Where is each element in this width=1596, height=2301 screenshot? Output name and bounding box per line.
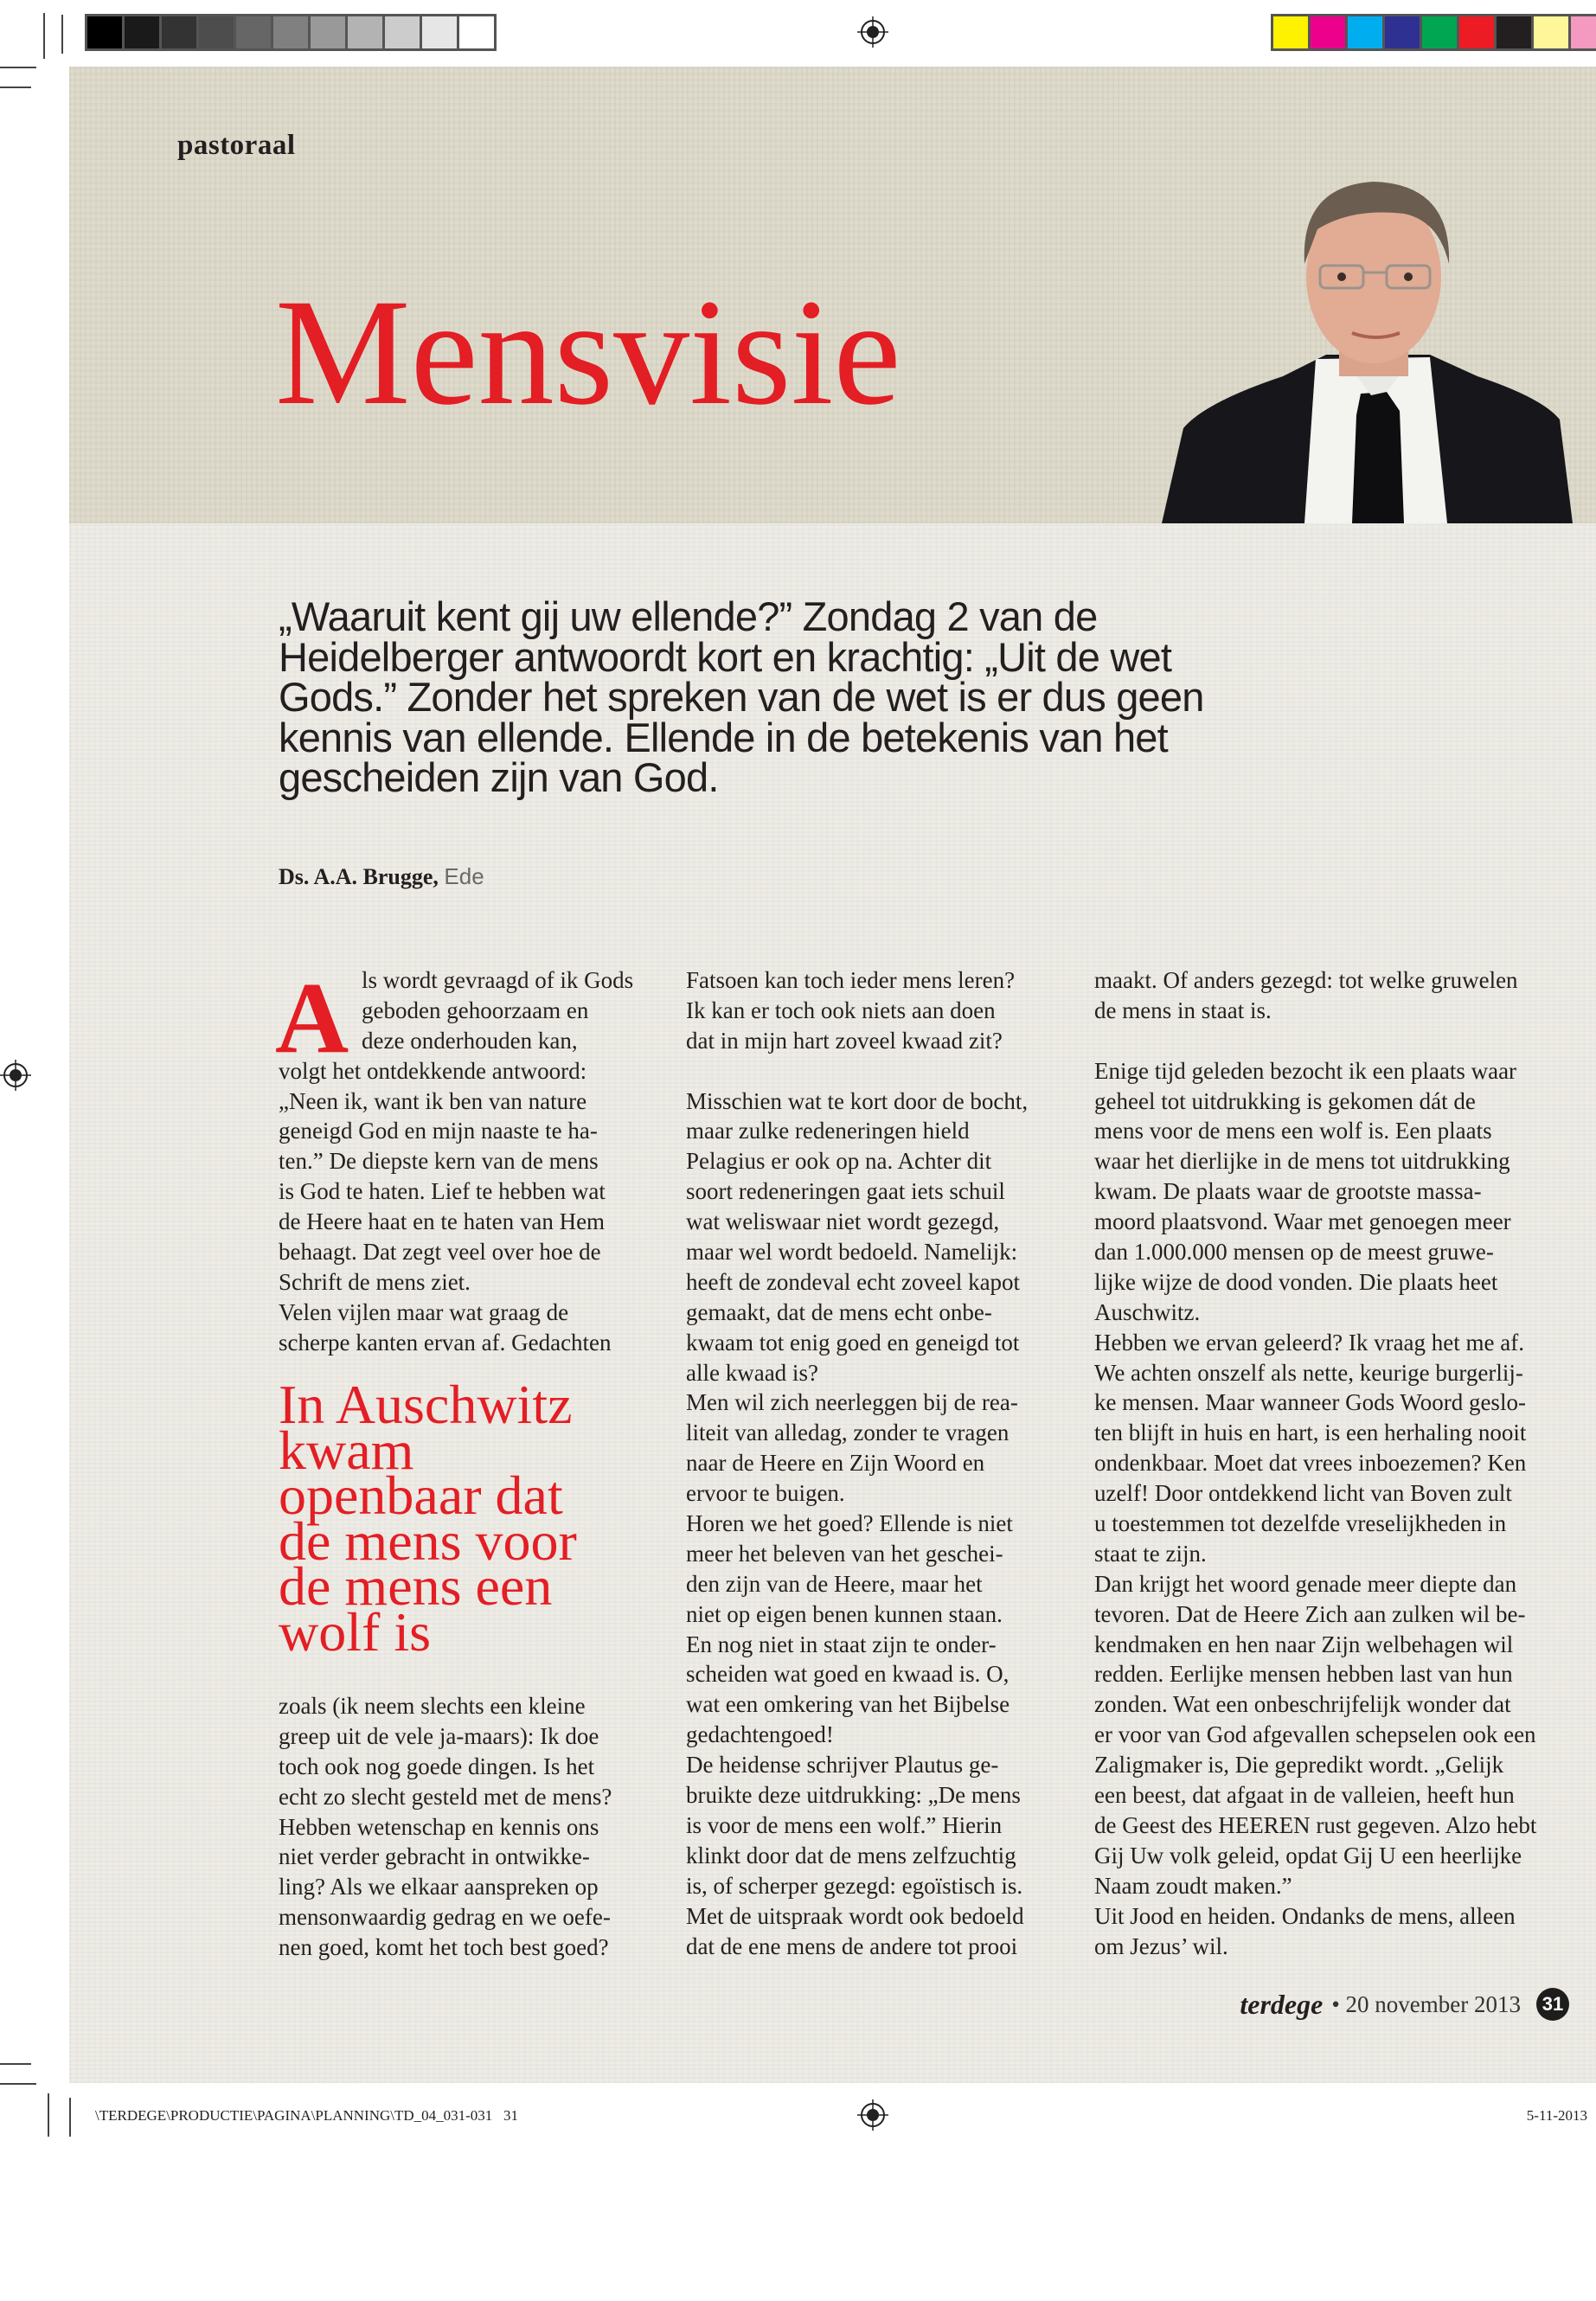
text-line: Schrift de mens ziet. xyxy=(279,1268,471,1295)
color-swatch xyxy=(87,16,125,48)
color-swatch xyxy=(1571,16,1596,48)
text-line: uzelf! Door ontdekkend licht van Boven zult xyxy=(1094,1480,1512,1507)
text-line: geneigd God en mijn naaste te ha- xyxy=(279,1118,598,1144)
text-line: moord plaatsvond. Waar met genoegen meer xyxy=(1094,1208,1511,1235)
text-line: deze onderhouden kan, xyxy=(362,1027,578,1054)
color-swatch xyxy=(1348,16,1385,48)
text-line: Ik kan er toch ook niets aan doen xyxy=(686,997,996,1023)
text-line: kwam xyxy=(279,1419,414,1481)
color-swatch xyxy=(1534,16,1571,48)
text-line: de Geest des HEEREN rust gegeven. Alzo hebt xyxy=(1094,1811,1537,1838)
text-line: scheiden wat goed en kwaad is. O, xyxy=(686,1661,1010,1688)
color-swatch xyxy=(1497,16,1534,48)
column-2 xyxy=(686,965,1028,1961)
color-swatch xyxy=(162,16,199,48)
text-line: Met de uitspraak wordt ook bedoeld xyxy=(686,1902,1024,1929)
crop-mark xyxy=(48,2093,49,2137)
magazine-logo: terdege xyxy=(1240,1988,1324,2020)
text-line: Misschien wat te kort door de bocht, xyxy=(686,1087,1029,1114)
text-line: ls wordt gevraagd of ik Gods xyxy=(362,967,634,993)
color-swatch xyxy=(348,16,385,48)
text-line: We achten onszelf als nette, keurige burgerlij- xyxy=(1094,1359,1523,1386)
text-line: ten blijft in huis en hart, is een herhaling nooit xyxy=(1094,1420,1527,1446)
text-line: redden. Eerlijke mensen hebben last van hun xyxy=(1094,1661,1513,1688)
text-line: om Jezus’ wil. xyxy=(1094,1932,1228,1959)
text-line: er voor van God afgevallen schepselen ook een xyxy=(1094,1721,1536,1748)
text-line: den zijn van de Heere, maar het xyxy=(686,1570,983,1597)
text-line: Auschwitz. xyxy=(1094,1298,1201,1325)
byline xyxy=(279,863,484,890)
text-line: gemaakt, dat de mens echt onbe- xyxy=(686,1298,992,1325)
text-line: niet verder gebracht in ontwikke- xyxy=(279,1843,590,1870)
text-line: niet op eigen benen kunnen staan. xyxy=(686,1600,1003,1627)
column-1-top xyxy=(279,965,633,1358)
text-line: de Heere haat en te haten van Hem xyxy=(279,1208,606,1235)
text-line: volgt het ontdekkende antwoord: xyxy=(279,1057,587,1084)
crop-mark xyxy=(0,87,31,88)
slug-date: 5-11-2013 xyxy=(1526,2107,1587,2124)
text-line: de mens in staat is. xyxy=(1094,997,1272,1023)
text-line xyxy=(686,1056,1028,1086)
text-line: toch ook nog goede dingen. Is het xyxy=(279,1753,595,1779)
text-line: scherpe kanten ervan af. Gedachten xyxy=(279,1329,612,1356)
text-line: lijke wijze de dood vonden. Die plaats heet xyxy=(1094,1268,1498,1295)
text-line: maar wel wordt bedoeld. Namelijk: xyxy=(686,1239,1018,1266)
text-line: Hebben we ervan geleerd? Ik vraag het me af. xyxy=(1094,1329,1524,1356)
color-swatch xyxy=(199,16,236,48)
text-line: tevoren. Dat de Heere Zich aan zulken wil be- xyxy=(1094,1600,1526,1627)
text-line: ling? Als we elkaar aanspreken op xyxy=(279,1874,599,1900)
crop-mark xyxy=(0,67,36,68)
registration-mark-icon xyxy=(857,2099,888,2131)
text-line: naar de Heere en Zijn Woord en xyxy=(686,1450,985,1477)
text-line: Zaligmaker is, Die gepredikt wordt. „Gelijk xyxy=(1094,1752,1504,1779)
text-line: Men wil zich neerleggen bij de rea- xyxy=(686,1389,1018,1416)
text-line: liteit van alledag, zonder te vragen xyxy=(686,1420,1010,1446)
text-line: Uit Jood en heiden. Ondanks de mens, alleen xyxy=(1094,1902,1516,1929)
separator: • xyxy=(1331,1990,1340,2017)
author-location: Ede xyxy=(444,863,484,889)
text-line xyxy=(1094,1026,1536,1056)
intro-line: „Waaruit kent gij uw ellende?” Zondag 2 van de xyxy=(279,593,1098,639)
text-line: soort redeneringen gaat iets schuil xyxy=(686,1178,1005,1205)
text-line: geboden gehoorzaam en xyxy=(362,997,589,1023)
text-line: In Auschwitz xyxy=(279,1374,573,1435)
color-swatch xyxy=(1422,16,1459,48)
column-1-bottom xyxy=(279,1691,612,1963)
column-3 xyxy=(1094,965,1536,1961)
text-line: mensonwaardig gedrag en we oefe- xyxy=(279,1904,611,1931)
color-swatch xyxy=(1273,16,1311,48)
color-swatch xyxy=(273,16,311,48)
text-line: kendmaken en hen naar Zijn welbehagen wil xyxy=(1094,1631,1514,1657)
text-line: heeft de zondeval echt zoveel kapot xyxy=(686,1268,1021,1295)
text-line: Velen vijlen maar wat graag de xyxy=(279,1298,569,1325)
text-line: „Neen ik, want ik ben van nature xyxy=(279,1087,587,1114)
intro-line: kennis van ellende. Ellende in de betekenis van het xyxy=(279,714,1168,760)
color-swatch xyxy=(1311,16,1348,48)
text-line: ondenkbaar. Moet dat vrees inboezemen? Ken xyxy=(1094,1450,1527,1477)
text-line: wat een omkering van het Bijbelse xyxy=(686,1691,1010,1718)
text-line: Fatsoen kan toch ieder mens leren? xyxy=(686,967,1016,993)
text-line: Enige tijd geleden bezocht ik een plaats waar xyxy=(1094,1057,1517,1084)
text-line: wolf is xyxy=(279,1600,431,1663)
text-line: is voor de mens een wolf.” Hierin xyxy=(686,1811,1003,1838)
grayscale-calibration-bar xyxy=(85,14,497,51)
text-line: u toestemmen tot dezelfde vreselijkheden in xyxy=(1094,1510,1507,1537)
text-line: maakt. Of anders gezegd: tot welke gruwelen xyxy=(1094,967,1518,993)
text-line: ke mensen. Maar wanneer Gods Woord geslo- xyxy=(1094,1389,1526,1416)
registration-mark-icon xyxy=(0,1060,31,1091)
text-line: En nog niet in staat zijn te onder- xyxy=(686,1631,997,1657)
text-line: dan 1.000.000 mensen op de meest gruwe- xyxy=(1094,1239,1494,1266)
author-photo xyxy=(1144,169,1596,523)
text-line: een beest, dat afgaat in de valleien, heeft hun xyxy=(1094,1782,1515,1809)
text-line: zonden. Wat een onbeschrijfelijk wonder dat xyxy=(1094,1691,1511,1718)
text-line: meer het beleven van het geschei- xyxy=(686,1540,1003,1567)
crop-mark xyxy=(69,2098,71,2137)
page-footer xyxy=(1240,1988,1569,2021)
text-line: wat weliswaar niet wordt gezegd, xyxy=(686,1208,1000,1235)
author-name: Ds. A.A. Brugge, xyxy=(279,864,439,889)
color-swatch xyxy=(422,16,459,48)
registration-mark-icon xyxy=(857,16,888,48)
color-swatch xyxy=(236,16,273,48)
text-line: de mens voor xyxy=(279,1509,577,1572)
color-swatch xyxy=(385,16,422,48)
page-number-badge: 31 xyxy=(1536,1988,1569,2021)
text-line: ten.” De diepste kern van de mens xyxy=(279,1148,599,1175)
color-swatch xyxy=(1459,16,1497,48)
text-line: De heidense schrijver Plautus ge- xyxy=(686,1752,999,1779)
text-line: bruikte deze uitdrukking: „De mens xyxy=(686,1782,1021,1809)
text-line: de mens een xyxy=(279,1555,553,1617)
color-swatch xyxy=(459,16,494,48)
crop-mark xyxy=(0,2083,36,2085)
text-line: mens voor de mens een wolf is. Een plaats xyxy=(1094,1118,1492,1144)
text-line: dat in mijn hart zoveel kwaad zit? xyxy=(686,1027,1003,1054)
issue-date-text: 20 november 2013 xyxy=(1345,1990,1521,2017)
color-swatch xyxy=(125,16,162,48)
text-line: Pelagius er ook op na. Achter dit xyxy=(686,1148,992,1175)
article-title: Mensvisie xyxy=(275,268,901,437)
text-line: kwaam tot enig goed en geneigd tot xyxy=(686,1329,1020,1356)
text-line: is God te haten. Lief te hebben wat xyxy=(279,1178,606,1205)
color-swatch xyxy=(311,16,348,48)
text-line: maar zulke redeneringen hield xyxy=(686,1118,970,1144)
slug-path: \TERDEGE\PRODUCTIE\PAGINA\PLANNING\TD_04_031-031 31 xyxy=(95,2107,519,2124)
text-line: Hebben wetenschap en kennis ons xyxy=(279,1813,599,1840)
text-line: kwam. De plaats waar de grootste massa- xyxy=(1094,1178,1482,1205)
drop-cap: A xyxy=(275,961,349,1074)
text-line: greep uit de vele ja-maars): Ik doe xyxy=(279,1722,599,1749)
text-line: staat te zijn. xyxy=(1094,1540,1207,1567)
crop-mark xyxy=(43,13,45,59)
color-calibration-bar xyxy=(1271,14,1596,51)
text-line: behaagt. Dat zegt veel over hoe de xyxy=(279,1239,601,1266)
intro-line: Heidelberger antwoordt kort en krachtig: „Uit de wet xyxy=(279,633,1172,680)
text-line: Gij Uw volk geleid, opdat Gij U een heerlijke xyxy=(1094,1842,1522,1868)
section-label: pastoraal xyxy=(177,130,296,161)
issue-date xyxy=(1331,1991,1521,2018)
intro-lead xyxy=(279,593,1204,801)
text-line: geheel tot uitdrukking is gekomen dát de xyxy=(1094,1087,1476,1114)
text-line: openbaar dat xyxy=(279,1465,563,1526)
text-line: Dan krijgt het woord genade meer diepte dan xyxy=(1094,1570,1517,1597)
text-line: echt zo slecht gesteld met de mens? xyxy=(279,1783,612,1810)
text-line: alle kwaad is? xyxy=(686,1359,818,1386)
intro-line: gescheiden zijn van God. xyxy=(279,754,719,801)
text-line: nen goed, komt het toch best goed? xyxy=(279,1934,609,1961)
text-line: ervoor te buigen. xyxy=(686,1480,845,1507)
intro-line: Gods.” Zonder het spreken van de wet is er dus geen xyxy=(279,674,1204,721)
text-line: Horen we het goed? Ellende is niet xyxy=(686,1510,1013,1537)
crop-mark xyxy=(61,15,63,54)
color-swatch xyxy=(1385,16,1422,48)
text-line: Naam zoudt maken.” xyxy=(1094,1872,1292,1899)
crop-mark xyxy=(0,2063,31,2065)
pull-quote xyxy=(279,1374,577,1663)
text-line: is, of scherper gezegd: egoïstisch is. xyxy=(686,1872,1023,1899)
text-line: gedachtengoed! xyxy=(686,1721,834,1748)
text-line: zoals (ik neem slechts een kleine xyxy=(279,1693,586,1719)
text-line: waar het dierlijke in de mens tot uitdrukking xyxy=(1094,1148,1510,1175)
text-line: klinkt door dat de mens zelfzuchtig xyxy=(686,1842,1016,1868)
text-line: dat de ene mens de andere tot prooi xyxy=(686,1932,1018,1959)
